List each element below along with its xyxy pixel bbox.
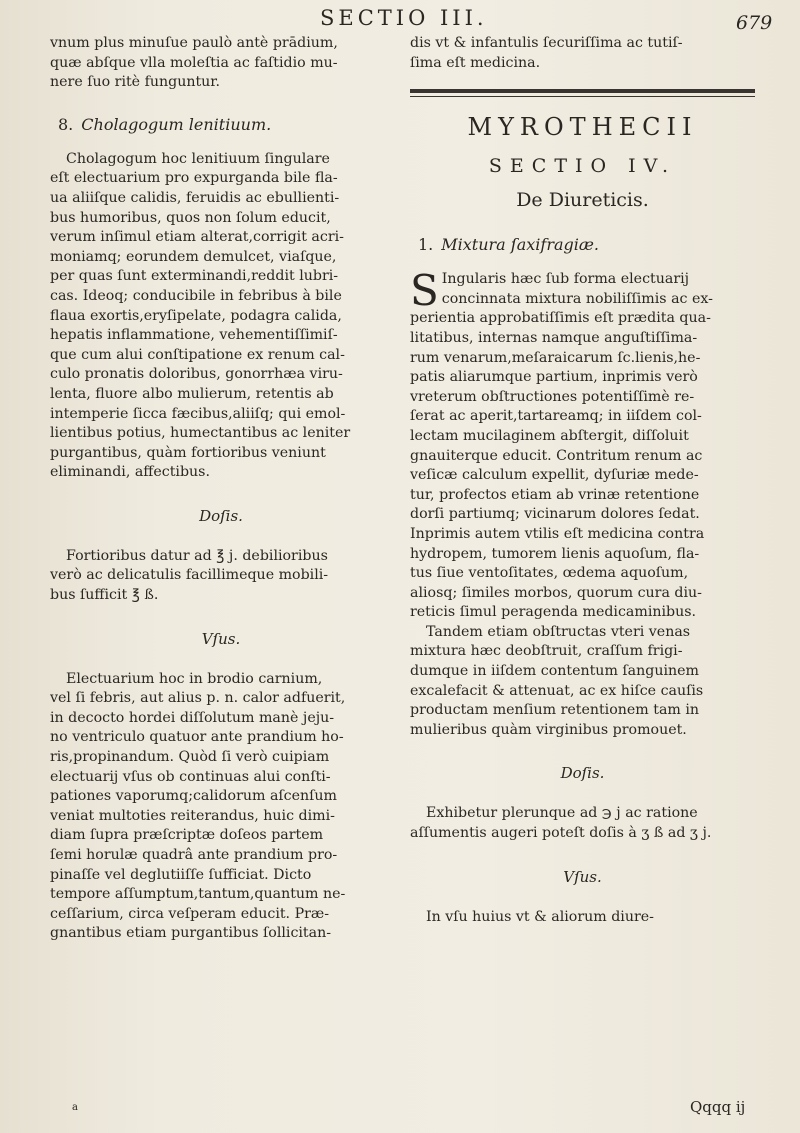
text-line: intemperie ſicca fæcibus,aliiſq; qui emol-	[50, 405, 346, 422]
right-column	[410, 34, 755, 927]
text-line: reticis ſimul peragenda medicaminibus.	[410, 604, 697, 621]
text-line: electuarij vſus ob continuas alui conſti-	[50, 768, 331, 785]
text-line: lectam mucilaginem abſtergit, diſſoluit	[410, 427, 689, 444]
text-line: ſerat ac aperit,tartareamq; in iiſdem col-	[410, 408, 702, 425]
text-line: pationes vaporumq;calidorum aſcenſum	[50, 788, 337, 805]
text-line: moniamq; eorundem demulcet, viaſque,	[50, 248, 337, 265]
text-line: Fortioribus datur ad ℥ j. debilioribus	[66, 547, 328, 564]
usus-heading: Vſus.	[201, 629, 241, 648]
text-line: dis vt & infantulis ſecuriſſima ac tutiſ-	[410, 35, 683, 51]
text-line: aliosq; ſimiles morbos, quorum cura diu-	[410, 584, 702, 601]
usus-paragraph	[50, 670, 392, 944]
text-line: veniat multoties reiterandus, huic dimi-	[50, 807, 335, 824]
usus-paragraph	[410, 908, 755, 928]
saxifragia-paragraph	[410, 266, 755, 740]
page-header	[0, 6, 800, 32]
text-line: hydropem, tumorem lienis aquoſum, fla-	[410, 545, 700, 562]
text-line: in decocto hordei diſſolutum manè jeju-	[50, 709, 335, 726]
text-line: concinnata mixtura nobiliſſimis ac ex-	[441, 290, 713, 307]
text-line: lenta, fluore albo mulierum, retentis ab	[50, 385, 334, 402]
text-line: vel ſi febris, aut alius p. n. calor adfuerit,	[50, 690, 346, 707]
text-line: gnantibus etiam purgantibus ſollicitan-	[50, 925, 332, 942]
dosis-paragraph	[410, 804, 755, 843]
text-line: dumque in iiſdem contentum ſanguinem	[410, 663, 700, 680]
text-line: lientibus potius, humectantibus ac leniter	[50, 425, 351, 442]
text-line: In vſu huius vt & aliorum diure-	[426, 908, 654, 925]
text-line: nere ſuo ritè funguntur.	[50, 74, 221, 91]
running-head: SECTIO III.	[320, 6, 488, 30]
text-line: Cholagogum hoc lenitiuum ſingulare	[66, 150, 330, 167]
signature-mark: a	[72, 1102, 78, 1113]
item-heading	[418, 235, 755, 254]
text-line: eliminandi, affectibus.	[50, 464, 210, 481]
text-line: que cum alui conſtipatione ex renum cal-	[50, 346, 345, 363]
text-line: ris,propinandum. Quòd ſi verò cuipiam	[50, 749, 330, 766]
text-line: Exhibetur plerunque ad ℈ j ac ratione	[426, 805, 698, 822]
section-subtitle: De Diureticis.	[516, 189, 649, 212]
left-column	[50, 34, 392, 944]
text-line: flaua exortis,eryſipelate, podagra calida,	[50, 307, 342, 324]
right-continuation	[410, 34, 755, 73]
item-title: Mixtura ſaxifragiæ.	[441, 235, 599, 255]
text-line: tempore aſſumptum,tantum,quantum ne-	[50, 886, 346, 903]
text-line: Electuarium hoc in brodio carnium,	[66, 670, 323, 687]
text-line: Tandem etiam obſtructas vteri venas	[426, 623, 691, 640]
text-line: rum venarum,meſaraicarum ſc.lienis,he-	[410, 349, 701, 366]
heavy-rule-divider	[410, 89, 755, 93]
text-line: ſemi horulæ quadrâ ante prandium pro-	[50, 847, 338, 863]
text-line: no ventriculo quatuor ante prandium ho-	[50, 729, 344, 746]
text-line: veſicæ calculum expellit, dyſuriæ mede-	[410, 467, 699, 484]
main-title: MYROTHECII	[467, 113, 698, 142]
text-line: tus ſiue ventoſitates, œdema aquoſum,	[410, 565, 689, 582]
text-line: Ingularis hæc ſub forma electuarij	[441, 271, 690, 288]
text-line: vreterum obſtructiones potentiſſimè re-	[410, 388, 695, 405]
text-line: diam ſupra præſcriptæ doſeos partem	[50, 827, 324, 844]
text-line: productam menſium retentionem tam in	[410, 702, 700, 719]
text-line: verum inſimul etiam alterat,corrigit acri-	[50, 229, 344, 246]
section-heading	[58, 115, 392, 134]
text-line: per quas ſunt exterminandi,reddit lubri-	[50, 268, 339, 285]
text-line: purgantibus, quàm fortioribus veniunt	[50, 444, 326, 461]
text-line: dorſi partiumq; vicinarum dolores ſedat.	[410, 506, 700, 523]
text-line: ſima eſt medicina.	[410, 54, 541, 71]
text-line: bus humoribus, quos non ſolum educit,	[50, 209, 331, 226]
usus-heading: Vſus.	[563, 867, 602, 886]
drop-cap-initial: S	[410, 266, 439, 316]
text-line: ceſſarium, circa veſperam educit. Præ-	[50, 905, 330, 922]
item-number: 1.	[418, 235, 434, 255]
text-line: aſſumentis augeri poteſt doſis à ʒ ß ad ʒ j.	[410, 825, 712, 842]
text-line: verò ac delicatulis facillimeque mobili-	[50, 567, 329, 584]
text-line: ua aliiſque calidis, feruidis ac ebullienti-	[50, 189, 340, 206]
text-line: mulieribus quàm virginibus promouet.	[410, 721, 687, 738]
dosis-paragraph	[50, 547, 392, 606]
cholagogum-paragraph	[50, 150, 392, 483]
text-line: pinaſſe vel deglutiiſſe ſufficiat. Dicto	[50, 866, 312, 883]
left-continuation	[50, 34, 392, 93]
text-line: vnum plus minuſue paulò antè prādium,	[50, 35, 338, 51]
section-title: Cholagogum lenitiuum.	[81, 114, 272, 134]
dosis-heading: Doſis.	[560, 764, 605, 783]
text-line: eſt electuarium pro expurganda bile fla-	[50, 170, 338, 187]
section-label: SECTIO IV.	[488, 155, 677, 178]
catchword: Qqqq ij	[690, 1098, 746, 1116]
page-number: 679	[736, 12, 773, 34]
text-line: perientia approbatiſſimis eſt prædita qua-	[410, 310, 711, 327]
text-line: patis aliarumque partium, inprimis verò	[410, 369, 698, 386]
text-line: tur, profectos etiam ab vrinæ retentione	[410, 486, 700, 503]
text-line: cas. Ideoq; conducibile in febribus à bile	[50, 287, 342, 304]
text-line: hepatis inflammatione, vehementiſſimiſ-	[50, 327, 338, 344]
text-line: gnauiterque educit. Contritum renum ac	[410, 447, 703, 464]
text-line: culo pronatis doloribus, gonorrhæa viru-	[50, 366, 343, 383]
text-line: Inprimis autem vtilis eſt medicina contra	[410, 525, 705, 542]
section-number: 8.	[58, 114, 74, 134]
text-line: litatibus, internas namque anguſtiſſima-	[410, 329, 698, 346]
text-line: mixtura hæc deobſtruit, craſſum frigi-	[410, 643, 683, 660]
text-line: excalefacit & attenuat, ac ex hiſce cauſis	[410, 682, 704, 699]
text-line: bus ſufficit ℥ ß.	[50, 587, 159, 604]
dosis-heading: Doſis.	[199, 506, 243, 525]
light-rule-divider	[410, 96, 755, 97]
text-line: quæ abſque vlla moleſtia ac faſtidio mu-	[50, 54, 338, 71]
